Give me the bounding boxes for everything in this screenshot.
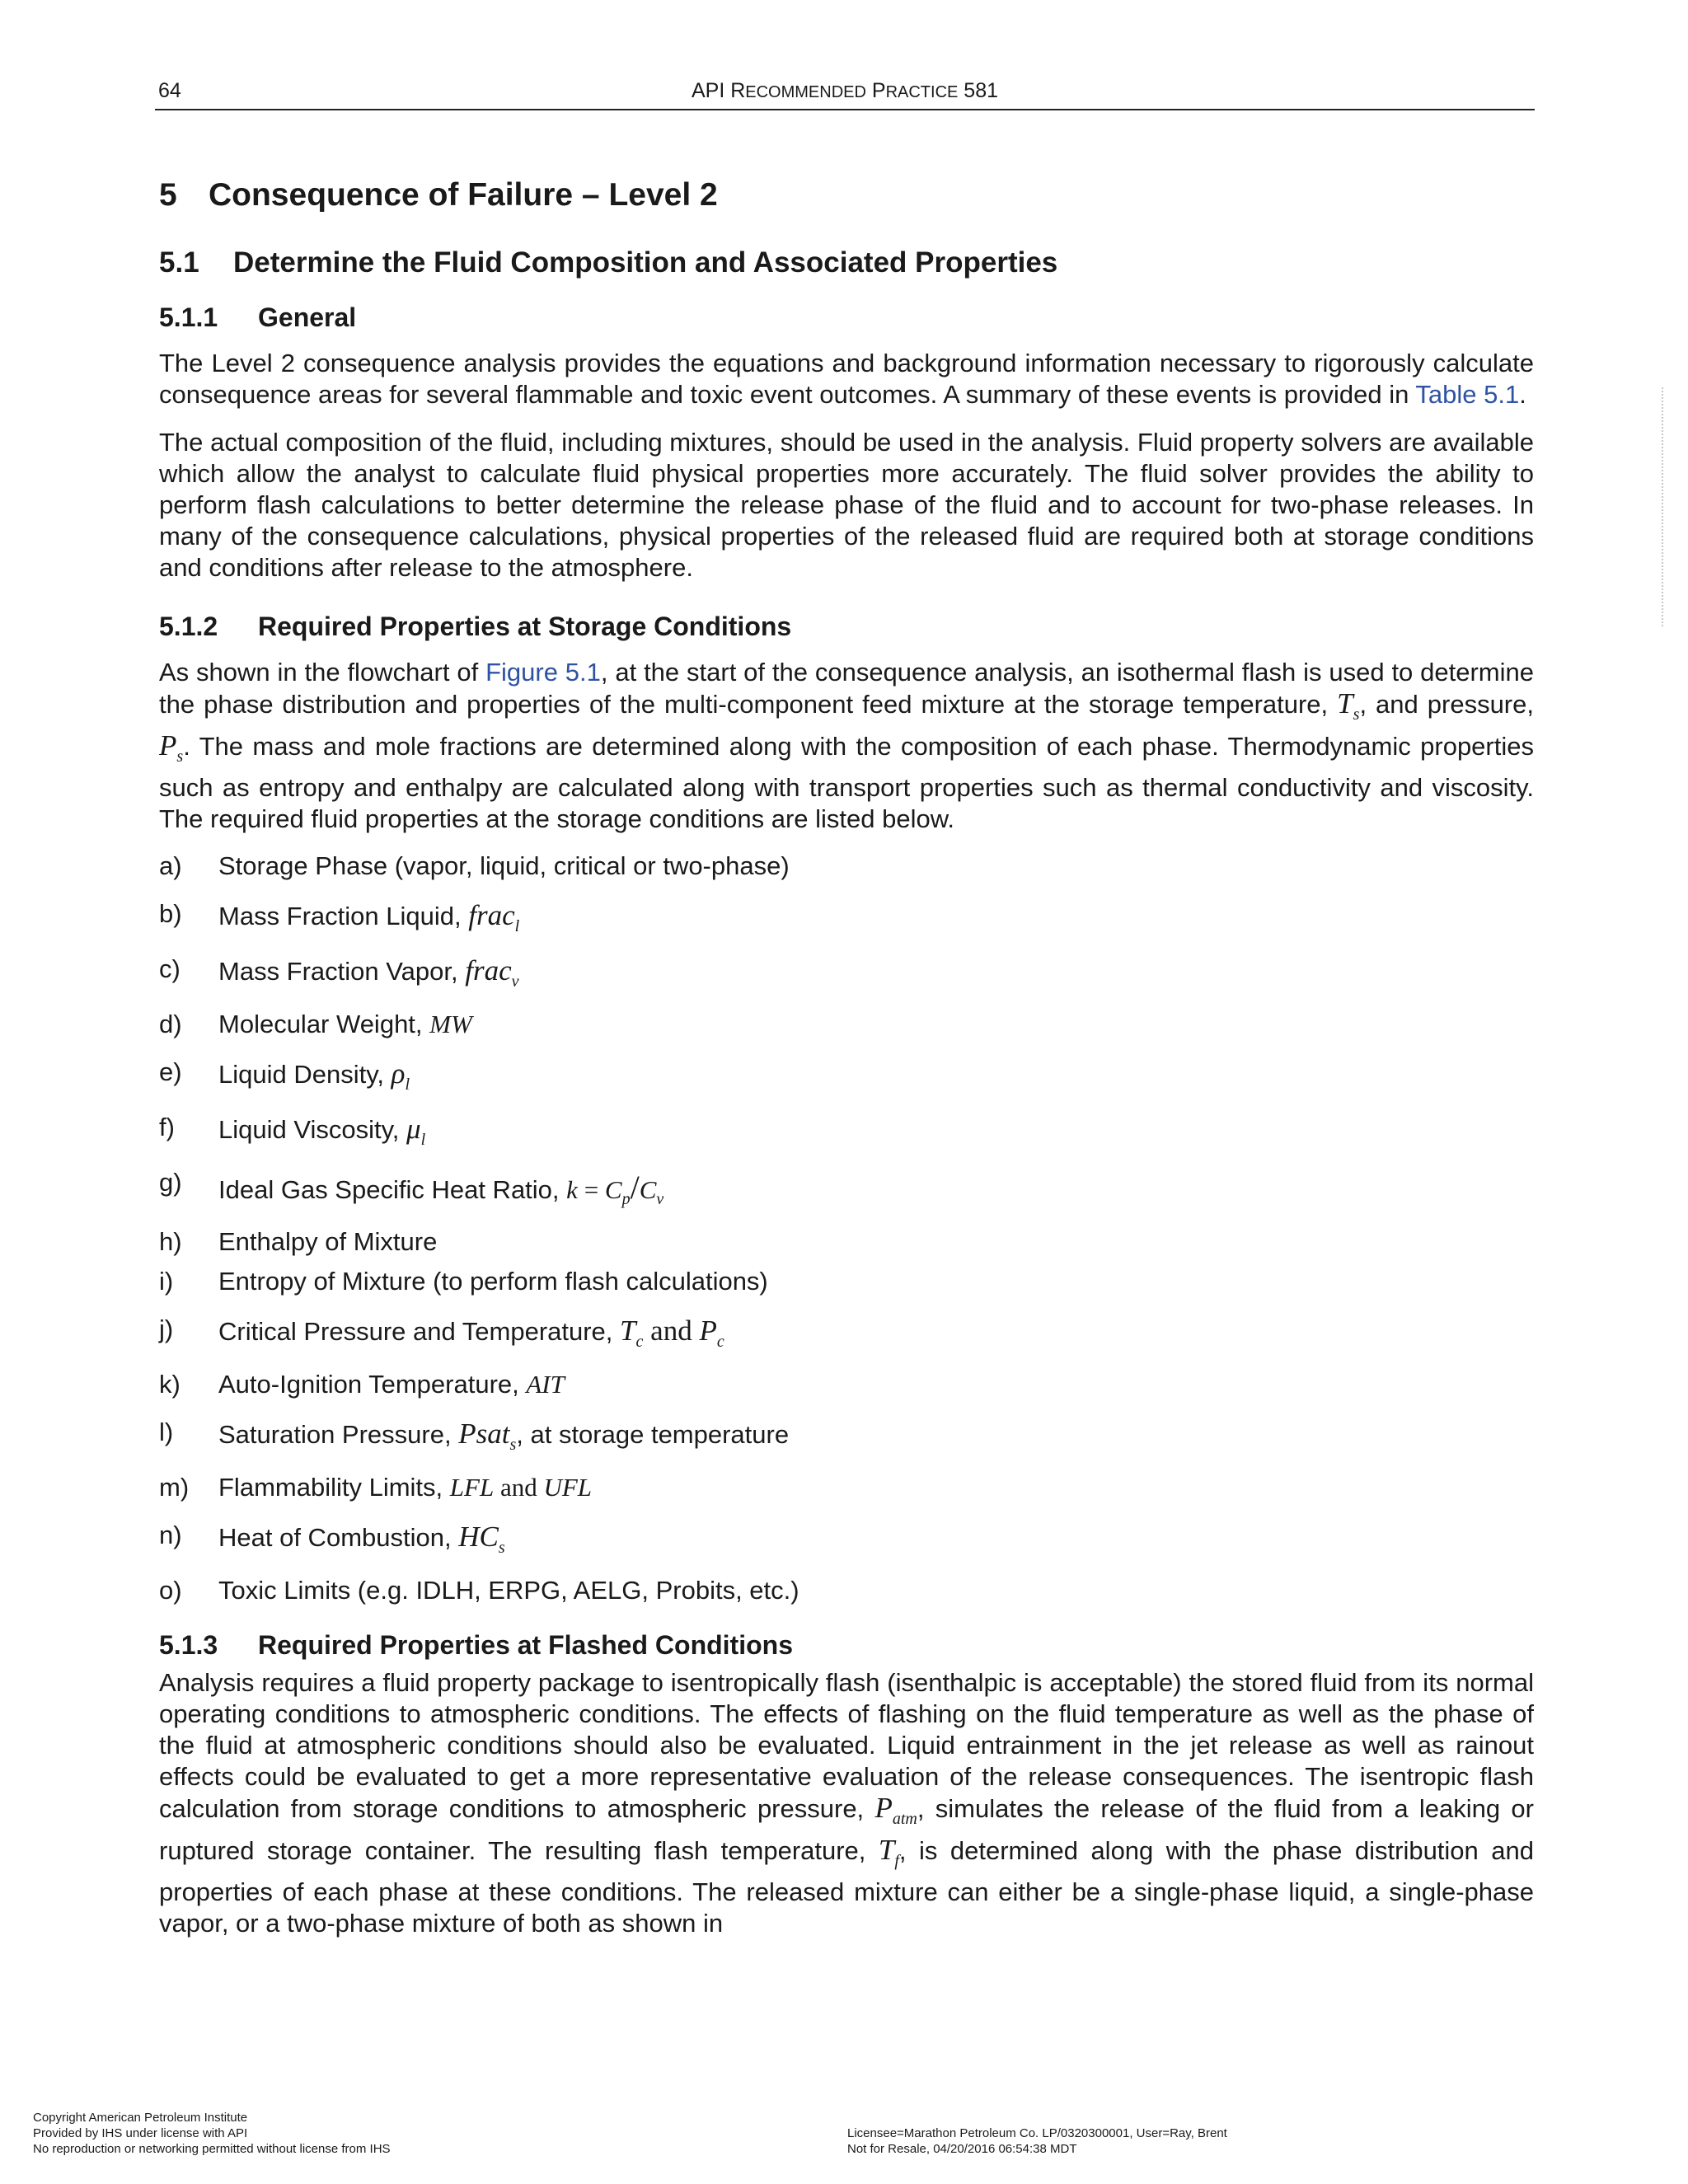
document-body bbox=[159, 177, 1534, 1956]
list-item: f) Liquid Viscosity, $\mu_l$ bbox=[159, 1113, 426, 1149]
list-item: l) Saturation Pressure, Psat$_s$, at storage temperature bbox=[159, 1418, 790, 1455]
table-5-1-link[interactable]: Table 5.1 bbox=[1415, 380, 1520, 409]
page-header bbox=[155, 79, 1535, 110]
running-title: API RECOMMENDED PRACTICE 581 bbox=[691, 79, 999, 102]
list-item: d) Molecular Weight, MW bbox=[159, 1010, 472, 1038]
paragraph-general-2: The actual composition of the fluid, including mixtures, should be used in the analysis. Fluid property solvers are available which allow the analyst to calculate fluid physical properties more accurately. The fluid solver provides the ability to perform flash calculations to better determine the release phase of the fluid and to account for two-phase releases. In many of the consequence calculations, physical properties of the released fluid are required both at storage conditions and conditions after release to the atmosphere. bbox=[159, 428, 1534, 582]
heading-5-1-2: 5.1.2 Required Properties at Storage Conditions bbox=[159, 612, 792, 641]
figure-5-1-link[interactable]: Figure 5.1 bbox=[485, 658, 601, 687]
list-item: n) Heat of Combustion, $HC_s$ bbox=[159, 1521, 505, 1558]
margin-marks bbox=[1662, 387, 1667, 626]
section-heading: 5 Consequence of Failure – Level 2 bbox=[159, 177, 718, 213]
list-item: o) Toxic Limits (e.g. IDLH, ERPG, AELG, Probits, etc.) bbox=[159, 1576, 799, 1605]
heading-5-1-1: 5.1.1 General bbox=[159, 302, 357, 332]
list-item: g) Ideal Gas Specific Heat Ratio, $k = C_p/C_v$ bbox=[159, 1168, 664, 1209]
subsection-heading: 5.1 Determine the Fluid Composition and Associated Properties bbox=[159, 246, 1058, 279]
paragraph-general-1: The Level 2 consequence analysis provides the equations and background information necessary to rigorously calculate consequence areas for several flammable and toxic event outcomes. A summary of these events is provided in Table 5.1. bbox=[159, 349, 1534, 409]
footer-copyright: Copyright American Petroleum Institute Provided by IHS under license with API No reproduction or networking permitted without license from IHS bbox=[33, 2111, 391, 2156]
list-item: b) Mass Fraction Liquid, frac$_l$ bbox=[159, 899, 520, 935]
heading-5-1-3: 5.1.3 Required Properties at Flashed Conditions bbox=[159, 1630, 793, 1661]
list-item: j) Critical Pressure and Temperature, $T_c$ and $P_c$ bbox=[159, 1315, 724, 1352]
list-item: h) Enthalpy of Mixture bbox=[159, 1227, 438, 1257]
list-item: e) Liquid Density, $\rho_l$ bbox=[159, 1057, 410, 1094]
list-item: i) Entropy of Mixture (to perform flash calculations) bbox=[159, 1267, 768, 1296]
list-item: m) Flammability Limits, LFL and UFL bbox=[159, 1473, 593, 1502]
paragraph-storage-conditions: As shown in the flowchart of Figure 5.1, at the start of the consequence analysis, an isothermal flash is used to determine the phase distribution and properties of the multi-component feed mixture at the storage temperature, $T_s$, and pressure, $P_s$. The mass and mole fractions are determined along with the composition of each phase. Thermodynamic properties such as entropy and enthalpy are calculated along with transport properties such as thermal conductivity and viscosity. The required fluid properties at the storage conditions are listed below. bbox=[159, 658, 1535, 833]
list-item: c) Mass Fraction Vapor, frac$_v$ bbox=[159, 954, 519, 991]
footer-license: Licensee=Marathon Petroleum Co. LP/0320300001, User=Ray, Brent Not for Resale, 04/20/2016 06:54:38 MDT bbox=[847, 2126, 1227, 2156]
paragraph-flashed-conditions: Analysis requires a fluid property package to isentropically flash (isenthalpic is acceptable) the stored fluid from its normal operating conditions to atmospheric conditions. The effects of flashing on the fluid temperature as well as the phase of the fluid at atmospheric conditions should also be evaluated. Liquid entrainment in the jet release as well as rainout effects could be evaluated to get a more representative evaluation of the release consequences. The isentropic flash calculation from storage conditions to atmospheric pressure, $P_{atm}$, simulates the release of the fluid from a leaking or ruptured storage container. The resulting flash temperature, $T_f$, is determined along with the phase distribution and properties of each phase at these conditions. The released mixture can either be a single-phase liquid, a single-phase vapor, or a two-phase mixture of both as shown in bbox=[159, 1668, 1534, 1938]
list-item: a) Storage Phase (vapor, liquid, critical or two-phase) bbox=[159, 851, 790, 880]
list-item: k) Auto-Ignition Temperature, AIT bbox=[159, 1370, 565, 1399]
page-number: 64 bbox=[158, 79, 181, 102]
storage-properties-list bbox=[159, 851, 1534, 1605]
